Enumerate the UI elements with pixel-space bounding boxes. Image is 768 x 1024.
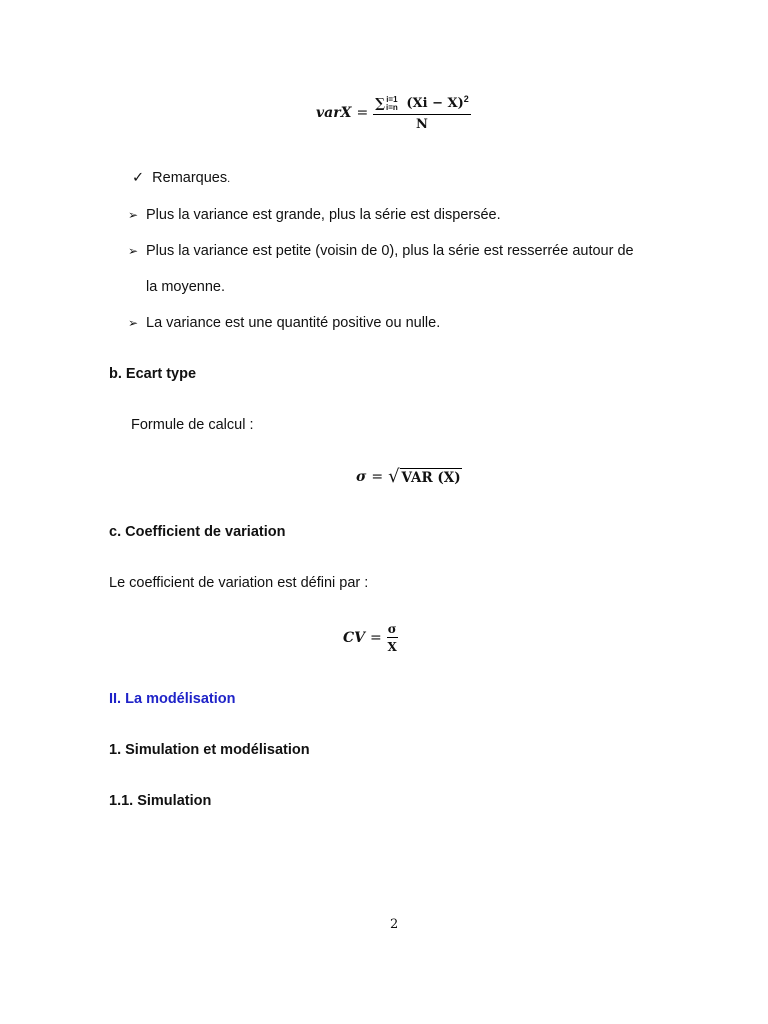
cv-fraction xyxy=(387,622,398,654)
remark-item: ➢ Plus la variance est petite (voisin de 0), plus la série est resserrée autour de xyxy=(128,243,634,259)
remarks-title: ✓ Remarques. xyxy=(132,170,231,186)
remark-item: ➢ Plus la variance est grande, plus la série est dispersée. xyxy=(128,207,501,223)
variance-denominator: N xyxy=(416,116,428,132)
variance-formula xyxy=(316,94,471,132)
section-heading-modelisation: II. La modélisation xyxy=(109,691,236,707)
section-heading-ecart-type: b. Ecart type xyxy=(109,366,197,382)
check-icon: ✓ xyxy=(132,170,145,186)
formula-intro: Formule de calcul : xyxy=(131,417,254,433)
variance-fraction xyxy=(373,94,471,132)
cv-formula xyxy=(343,622,398,654)
cv-intro: Le coefficient de variation est défini par : xyxy=(109,575,369,591)
sigma-lhs: σ xyxy=(356,469,367,485)
subsubsection-heading: 1.1. Simulation xyxy=(109,793,212,809)
section-heading-coefficient: c. Coefficient de variation xyxy=(109,524,286,540)
cv-denominator: X xyxy=(387,640,397,654)
remark-item: ➢ La variance est une quantité positive ou nulle. xyxy=(128,315,441,331)
arrow-bullet-icon: ➢ xyxy=(128,316,139,330)
sum-lower-bound: i=n xyxy=(385,102,398,112)
subsection-heading: 1. Simulation et modélisation xyxy=(109,742,310,758)
sqrt-body: VAR (X) xyxy=(401,470,461,486)
sqrt-expression xyxy=(388,468,462,486)
sqrt-icon: √ xyxy=(388,466,400,487)
arrow-bullet-icon: ➢ xyxy=(128,208,139,222)
sum-upper-bound: i=1 xyxy=(386,94,398,104)
sigma-equals: = xyxy=(371,469,384,485)
variance-exponent: 2 xyxy=(463,94,469,104)
remark-item-continuation: la moyenne. xyxy=(146,279,225,295)
variance-equals: = xyxy=(356,104,369,121)
variance-numerator: (Xi − X) xyxy=(406,96,464,112)
page-number: 2 xyxy=(390,917,399,932)
cv-lhs: CV xyxy=(343,630,366,646)
variance-lhs: varX xyxy=(316,104,352,121)
sum-symbol: ∑ xyxy=(375,96,385,112)
arrow-bullet-icon: ➢ xyxy=(128,244,139,258)
cv-equals: = xyxy=(370,630,382,646)
cv-numerator: σ xyxy=(387,622,397,636)
sigma-formula xyxy=(356,468,462,486)
